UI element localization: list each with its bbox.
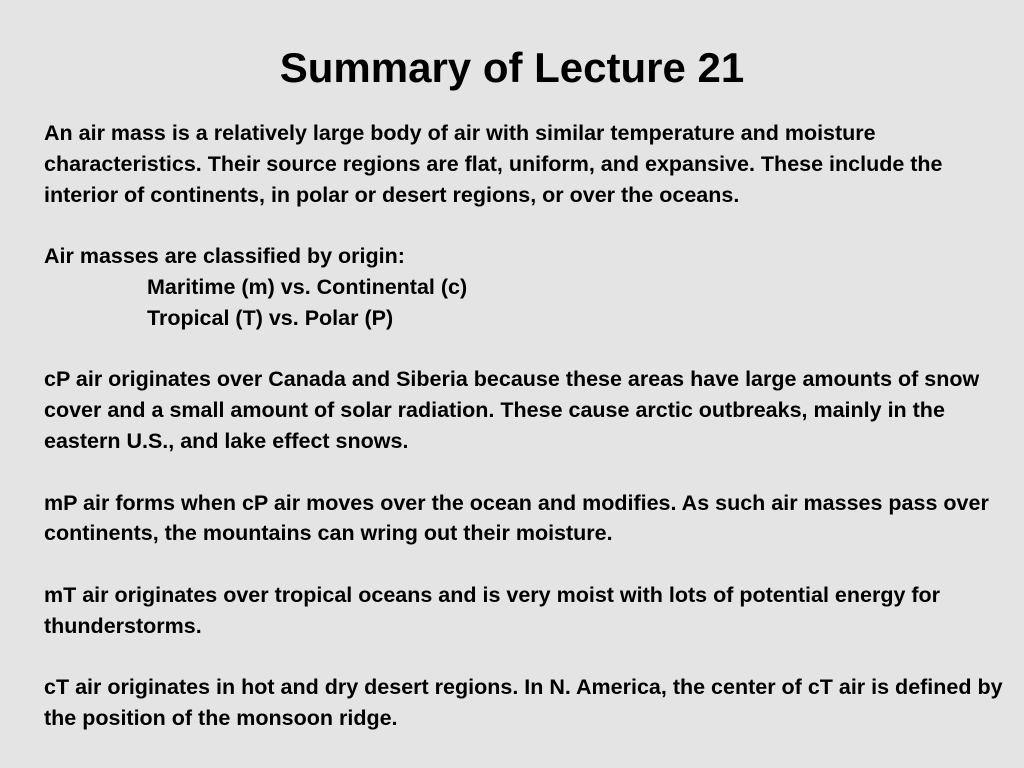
classification-item-tropical-polar: Tropical (T) vs. Polar (P)	[147, 305, 394, 330]
classification-paragraph	[44, 241, 1004, 333]
mp-paragraph	[44, 488, 1004, 550]
mt-text: mT air originates over tropical oceans and is very moist with lots of potential energy for thunderstorms.	[44, 582, 941, 638]
slide-body	[44, 118, 1004, 765]
mt-paragraph	[44, 580, 1004, 642]
classification-intro: Air masses are classified by origin:	[44, 244, 405, 269]
cp-text: cP air originates over Canada and Siberia because these areas have large amounts of snow cover and a small amount of solar radiation. These cause arctic outbreaks, mainly in the eastern U.S., and lake effect snows.	[44, 367, 980, 453]
mp-text: mP air forms when cP air moves over the ocean and modifies. As such air masses pass over continents, the mountains can wring out their moisture.	[44, 490, 989, 546]
ct-text: cT air originates in hot and dry desert regions. In N. America, the center of cT air is defined by the position of the monsoon ridge.	[44, 675, 1003, 731]
air-mass-text: An air mass is a relatively large body of air with similar temperature and moisture characteristics. Their source regions are flat, uniform, and expansive. These include the interior of continents, in polar or desert regions, or over the oceans.	[44, 121, 943, 207]
ct-paragraph	[44, 672, 1004, 734]
slide-title: Summary of Lecture 21	[279, 44, 745, 91]
air-mass-paragraph	[44, 118, 1004, 210]
cp-paragraph	[44, 364, 1004, 456]
classification-item-maritime-continental: Maritime (m) vs. Continental (c)	[147, 274, 468, 299]
